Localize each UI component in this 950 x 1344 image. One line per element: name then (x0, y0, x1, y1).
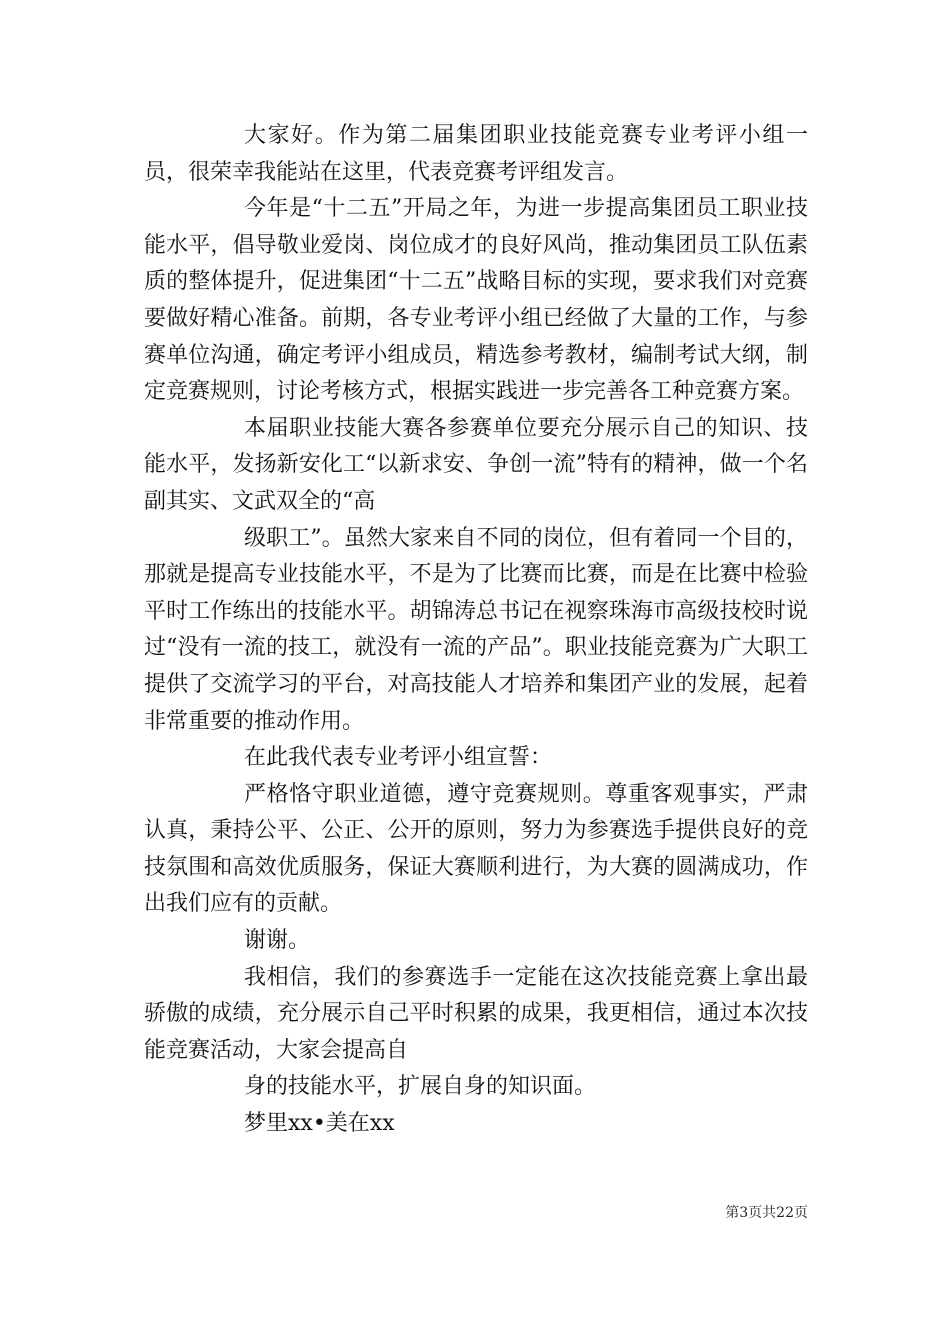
paragraph-preparation: 今年是“十二五”开局之年，为进一步提高集团员工职业技能水平，倡导敬业爱岗、岗位成才的良好风尚，推动集团员工队伍素质的整体提升，促进集团“十二五”战略目标的实现，要求我们对竞赛要做好精心准备。前期，各专业考评小组已经做了大量的工作，与参赛单位沟通，确定考评小组成员，精选参考教材，编制考试大纲，制定竞赛规则，讨论考核方式，根据实践进一步完善各工种竞赛方案。 (144, 196, 808, 405)
paragraph-thanks: 谢谢。 (244, 928, 311, 954)
document-body (144, 118, 808, 1143)
page-number: 第3页共22页 (725, 1205, 808, 1221)
paragraph-slogan: 梦里xx•美在xx (244, 1111, 395, 1137)
paragraph-knowledge: 身的技能水平，扩展自身的知识面。 (244, 1074, 597, 1100)
paragraph-oath-intro: 在此我代表专业考评小组宣誓： (244, 745, 553, 771)
paragraph-oath: 严格恪守职业道德，遵守竞赛规则。尊重客观事实，严肃认真，秉持公平、公正、公开的原则，努力为参赛选手提供良好的竞技氛围和高效优质服务，保证大赛顺利进行，为大赛的圆满成功，作出我们应有的贡献。 (144, 781, 808, 917)
paragraph-greeting: 大家好。作为第二届集团职业技能竞赛专业考评小组一员，很荣幸我能站在这里，代表竞赛考评组发言。 (144, 123, 808, 185)
paragraph-competition-spirit: 本届职业技能大赛各参赛单位要充分展示自己的知识、技能水平，发扬新安化工“以新求安、争创一流”特有的精神，做一个名副其实、文武双全的“高 (144, 415, 808, 514)
paragraph-skill-level: 级职工”。虽然大家来自不同的岗位，但有着同一个目的，那就是提高专业技能水平，不是为了比赛而比赛，而是在比赛中检验平时工作练出的技能水平。胡锦涛总书记在视察珠海市高级技校时说过“没有一流的技工，就没有一流的产品”。职业技能竞赛为广大职工提供了交流学习的平台，对高技能人才培养和集团产业的发展，起着非常重要的推动作用。 (144, 525, 808, 734)
paragraph-belief: 我相信，我们的参赛选手一定能在这次技能竞赛上拿出最骄傲的成绩，充分展示自己平时积累的成果，我更相信，通过本次技能竞赛活动，大家会提高自 (144, 964, 808, 1063)
